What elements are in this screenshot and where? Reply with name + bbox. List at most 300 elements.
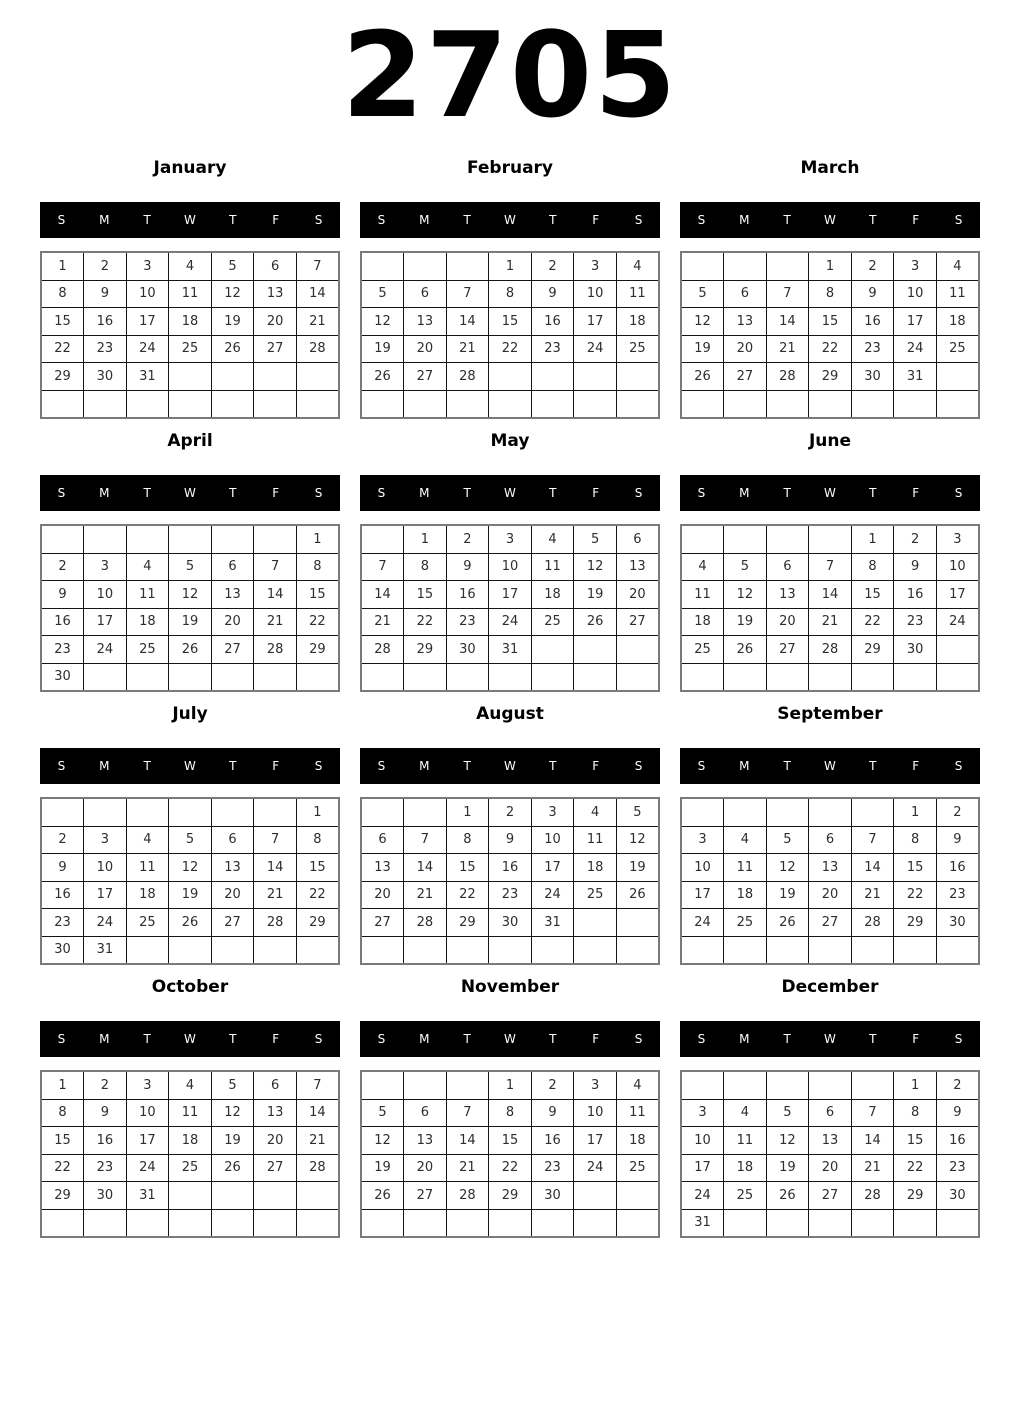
empty-day-cell [489, 363, 532, 391]
weekday-label: F [592, 1032, 600, 1046]
day-cell: 16 [489, 854, 532, 882]
day-cell: 26 [211, 1154, 254, 1182]
day-cell: 17 [681, 1154, 724, 1182]
weekday-header [680, 1021, 980, 1057]
day-cell: 16 [531, 308, 574, 336]
day-cell: 1 [851, 525, 894, 553]
day-cell: 6 [211, 826, 254, 854]
day-cell: 18 [936, 308, 979, 336]
week-row [681, 663, 979, 691]
day-cell: 10 [574, 1099, 617, 1127]
empty-day-cell [404, 1071, 447, 1099]
day-cell: 23 [41, 636, 84, 664]
day-cell: 21 [254, 881, 297, 909]
day-cell: 12 [616, 826, 659, 854]
weekday-label: S [697, 213, 706, 227]
day-cell: 7 [851, 1099, 894, 1127]
month-title: June [808, 431, 852, 451]
day-cell: 16 [41, 881, 84, 909]
weekday-label: S [57, 486, 66, 500]
empty-day-cell [169, 798, 212, 826]
day-cell: 29 [41, 363, 84, 391]
week-row [361, 608, 659, 636]
empty-day-cell [211, 1209, 254, 1237]
weekday-label: M [739, 1032, 750, 1046]
day-cell: 8 [489, 1099, 532, 1127]
empty-day-cell [404, 252, 447, 280]
empty-day-cell [936, 936, 979, 964]
week-row [41, 798, 339, 826]
weekday-label: T [143, 213, 151, 227]
weekday-label: T [463, 759, 471, 773]
day-cell: 24 [936, 608, 979, 636]
day-cell: 25 [616, 335, 659, 363]
day-cell: 17 [894, 308, 937, 336]
day-cell: 5 [169, 553, 212, 581]
empty-day-cell [254, 1182, 297, 1210]
empty-day-cell [766, 1071, 809, 1099]
weekday-label: T [783, 213, 791, 227]
day-cell: 11 [681, 581, 724, 609]
empty-day-cell [126, 390, 169, 418]
day-cell: 10 [574, 280, 617, 308]
day-cell: 10 [936, 553, 979, 581]
day-cell: 21 [404, 881, 447, 909]
week-row [681, 308, 979, 336]
day-cell: 22 [809, 335, 852, 363]
weekday-label: W [184, 759, 196, 773]
day-cell: 1 [404, 525, 447, 553]
empty-day-cell [361, 1071, 404, 1099]
day-cell: 3 [681, 1099, 724, 1127]
day-cell: 24 [894, 335, 937, 363]
day-cell: 8 [446, 826, 489, 854]
day-cell: 12 [724, 581, 767, 609]
day-cell: 13 [766, 581, 809, 609]
empty-day-cell [894, 390, 937, 418]
month-table [680, 251, 980, 419]
empty-day-cell [574, 636, 617, 664]
day-cell: 9 [851, 280, 894, 308]
day-cell: 14 [766, 308, 809, 336]
day-cell: 3 [126, 252, 169, 280]
day-cell: 8 [41, 280, 84, 308]
day-cell: 1 [41, 1071, 84, 1099]
day-cell: 12 [211, 1099, 254, 1127]
empty-day-cell [126, 798, 169, 826]
month-table [360, 797, 660, 965]
day-cell: 16 [531, 1127, 574, 1155]
week-row [681, 854, 979, 882]
day-cell: 25 [126, 909, 169, 937]
week-row [41, 1182, 339, 1210]
day-cell: 1 [489, 1071, 532, 1099]
day-cell: 15 [489, 1127, 532, 1155]
day-cell: 12 [361, 308, 404, 336]
weekday-label: M [419, 486, 430, 500]
day-cell: 3 [126, 1071, 169, 1099]
day-cell: 13 [616, 553, 659, 581]
day-cell: 24 [489, 608, 532, 636]
day-cell: 26 [574, 608, 617, 636]
empty-day-cell [936, 390, 979, 418]
day-cell: 22 [404, 608, 447, 636]
empty-day-cell [361, 798, 404, 826]
empty-day-cell [361, 1209, 404, 1237]
empty-day-cell [296, 1209, 339, 1237]
day-cell: 4 [126, 826, 169, 854]
week-row [361, 280, 659, 308]
week-row [681, 826, 979, 854]
day-cell: 14 [446, 308, 489, 336]
day-cell: 10 [531, 826, 574, 854]
day-cell: 8 [851, 553, 894, 581]
week-row [361, 854, 659, 882]
day-cell: 29 [489, 1182, 532, 1210]
day-cell: 13 [211, 854, 254, 882]
day-cell: 7 [809, 553, 852, 581]
day-cell: 23 [84, 1154, 127, 1182]
day-cell: 6 [404, 280, 447, 308]
weekday-label: W [824, 486, 836, 500]
day-cell: 15 [489, 308, 532, 336]
weekday-header [360, 202, 660, 238]
day-cell: 11 [574, 826, 617, 854]
weekday-header [360, 748, 660, 784]
week-row [41, 826, 339, 854]
empty-day-cell [254, 1209, 297, 1237]
day-cell: 22 [851, 608, 894, 636]
day-cell: 6 [809, 826, 852, 854]
empty-day-cell [894, 936, 937, 964]
day-cell: 23 [936, 881, 979, 909]
week-row [361, 581, 659, 609]
weekday-label: S [954, 213, 963, 227]
empty-day-cell [681, 936, 724, 964]
day-cell: 17 [531, 854, 574, 882]
empty-day-cell [574, 1209, 617, 1237]
day-cell: 4 [169, 252, 212, 280]
empty-day-cell [446, 1209, 489, 1237]
day-cell: 29 [809, 363, 852, 391]
weekday-label: T [463, 213, 471, 227]
day-cell: 27 [809, 1182, 852, 1210]
empty-day-cell [616, 909, 659, 937]
day-cell: 3 [489, 525, 532, 553]
day-cell: 30 [851, 363, 894, 391]
day-cell: 7 [361, 553, 404, 581]
day-cell: 21 [809, 608, 852, 636]
empty-day-cell [531, 363, 574, 391]
day-cell: 13 [809, 854, 852, 882]
day-cell: 13 [254, 1099, 297, 1127]
empty-day-cell [616, 636, 659, 664]
month-title: August [476, 704, 544, 724]
weekday-label: T [869, 1032, 877, 1046]
empty-day-cell [616, 663, 659, 691]
day-cell: 1 [296, 798, 339, 826]
empty-day-cell [851, 663, 894, 691]
week-row [681, 936, 979, 964]
day-cell: 28 [296, 1154, 339, 1182]
week-row [361, 1127, 659, 1155]
day-cell: 22 [41, 1154, 84, 1182]
day-cell: 8 [41, 1099, 84, 1127]
week-row [41, 909, 339, 937]
empty-day-cell [766, 1209, 809, 1237]
day-cell: 22 [894, 1154, 937, 1182]
day-cell: 27 [404, 363, 447, 391]
weekday-label: T [229, 213, 237, 227]
week-row [361, 1099, 659, 1127]
empty-day-cell [531, 936, 574, 964]
day-cell: 5 [724, 553, 767, 581]
weekday-header [40, 475, 340, 511]
week-row [41, 525, 339, 553]
day-cell: 30 [41, 936, 84, 964]
week-row [41, 608, 339, 636]
day-cell: 27 [724, 363, 767, 391]
week-row [41, 663, 339, 691]
empty-day-cell [169, 1182, 212, 1210]
empty-day-cell [254, 936, 297, 964]
day-cell: 26 [616, 881, 659, 909]
day-cell: 4 [936, 252, 979, 280]
day-cell: 7 [254, 553, 297, 581]
empty-day-cell [574, 1182, 617, 1210]
empty-day-cell [41, 798, 84, 826]
day-cell: 12 [766, 1127, 809, 1155]
month-block [40, 704, 340, 965]
day-cell: 16 [851, 308, 894, 336]
empty-day-cell [254, 363, 297, 391]
weekday-label: M [739, 213, 750, 227]
weekday-label: S [314, 486, 323, 500]
day-cell: 31 [681, 1209, 724, 1237]
week-row [41, 335, 339, 363]
day-cell: 20 [404, 1154, 447, 1182]
day-cell: 4 [574, 798, 617, 826]
day-cell: 16 [41, 608, 84, 636]
week-row [41, 363, 339, 391]
day-cell: 11 [936, 280, 979, 308]
empty-day-cell [41, 390, 84, 418]
day-cell: 23 [851, 335, 894, 363]
day-cell: 14 [851, 1127, 894, 1155]
weekday-label: T [143, 1032, 151, 1046]
week-row [681, 1099, 979, 1127]
day-cell: 20 [254, 308, 297, 336]
empty-day-cell [254, 798, 297, 826]
empty-day-cell [724, 798, 767, 826]
day-cell: 15 [446, 854, 489, 882]
week-row [681, 280, 979, 308]
empty-day-cell [41, 525, 84, 553]
empty-day-cell [296, 1182, 339, 1210]
weekday-label: T [783, 759, 791, 773]
day-cell: 7 [254, 826, 297, 854]
day-cell: 26 [211, 335, 254, 363]
week-row [361, 252, 659, 280]
day-cell: 7 [446, 280, 489, 308]
empty-day-cell [766, 798, 809, 826]
weekday-label: W [184, 486, 196, 500]
empty-day-cell [404, 936, 447, 964]
day-cell: 25 [169, 335, 212, 363]
day-cell: 5 [766, 826, 809, 854]
week-row [681, 335, 979, 363]
day-cell: 12 [574, 553, 617, 581]
day-cell: 26 [766, 1182, 809, 1210]
week-row [41, 1127, 339, 1155]
empty-day-cell [681, 252, 724, 280]
week-row [41, 1099, 339, 1127]
weekday-label: W [824, 1032, 836, 1046]
day-cell: 5 [616, 798, 659, 826]
week-row [681, 525, 979, 553]
empty-day-cell [894, 1209, 937, 1237]
week-row [681, 1127, 979, 1155]
weekday-label: M [419, 1032, 430, 1046]
weekday-label: S [57, 759, 66, 773]
empty-day-cell [84, 663, 127, 691]
weekday-label: M [739, 486, 750, 500]
day-cell: 21 [254, 608, 297, 636]
day-cell: 17 [936, 581, 979, 609]
weekday-label: S [634, 759, 643, 773]
weekday-label: F [272, 759, 280, 773]
day-cell: 4 [531, 525, 574, 553]
day-cell: 8 [894, 826, 937, 854]
day-cell: 10 [681, 854, 724, 882]
weekday-label: S [377, 1032, 386, 1046]
month-title: December [781, 977, 879, 997]
week-row [361, 1182, 659, 1210]
day-cell: 9 [41, 581, 84, 609]
month-title: October [151, 977, 229, 997]
weekday-label: S [697, 1032, 706, 1046]
day-cell: 14 [404, 854, 447, 882]
day-cell: 24 [681, 1182, 724, 1210]
year-title: 2705 [341, 6, 679, 144]
week-row [681, 581, 979, 609]
day-cell: 10 [489, 553, 532, 581]
day-cell: 31 [894, 363, 937, 391]
empty-day-cell [851, 390, 894, 418]
day-cell: 1 [809, 252, 852, 280]
day-cell: 30 [531, 1182, 574, 1210]
empty-day-cell [361, 390, 404, 418]
empty-day-cell [766, 390, 809, 418]
weekday-label: S [314, 759, 323, 773]
day-cell: 15 [41, 1127, 84, 1155]
weekday-label: W [184, 213, 196, 227]
week-row [41, 308, 339, 336]
day-cell: 18 [724, 1154, 767, 1182]
empty-day-cell [489, 936, 532, 964]
day-cell: 9 [446, 553, 489, 581]
day-cell: 28 [404, 909, 447, 937]
day-cell: 19 [724, 608, 767, 636]
day-cell: 18 [126, 608, 169, 636]
month-table [360, 1070, 660, 1238]
weekday-label: T [229, 1032, 237, 1046]
day-cell: 13 [724, 308, 767, 336]
day-cell: 14 [446, 1127, 489, 1155]
day-cell: 24 [531, 881, 574, 909]
day-cell: 13 [404, 1127, 447, 1155]
day-cell: 11 [616, 280, 659, 308]
day-cell: 21 [296, 308, 339, 336]
weekday-label: F [912, 486, 920, 500]
day-cell: 4 [169, 1071, 212, 1099]
day-cell: 5 [211, 252, 254, 280]
empty-day-cell [724, 663, 767, 691]
day-cell: 11 [531, 553, 574, 581]
empty-day-cell [809, 798, 852, 826]
empty-day-cell [404, 390, 447, 418]
day-cell: 4 [126, 553, 169, 581]
day-cell: 9 [936, 826, 979, 854]
weekday-label: W [504, 759, 516, 773]
empty-day-cell [894, 663, 937, 691]
month-block [680, 158, 980, 419]
day-cell: 12 [681, 308, 724, 336]
day-cell: 18 [616, 1127, 659, 1155]
weekday-header [680, 475, 980, 511]
day-cell: 20 [361, 881, 404, 909]
day-cell: 22 [41, 335, 84, 363]
day-cell: 11 [169, 1099, 212, 1127]
day-cell: 29 [296, 636, 339, 664]
empty-day-cell [616, 1209, 659, 1237]
weekday-label: S [954, 1032, 963, 1046]
empty-day-cell [404, 798, 447, 826]
day-cell: 28 [446, 363, 489, 391]
week-row [41, 581, 339, 609]
week-row [361, 1154, 659, 1182]
day-cell: 11 [724, 854, 767, 882]
day-cell: 19 [169, 608, 212, 636]
day-cell: 19 [766, 881, 809, 909]
day-cell: 4 [616, 1071, 659, 1099]
empty-day-cell [724, 525, 767, 553]
month-title: September [777, 704, 883, 724]
day-cell: 26 [169, 636, 212, 664]
week-row [361, 636, 659, 664]
day-cell: 27 [766, 636, 809, 664]
weekday-label: M [99, 759, 110, 773]
day-cell: 2 [489, 798, 532, 826]
day-cell: 25 [169, 1154, 212, 1182]
empty-day-cell [84, 525, 127, 553]
weekday-label: M [99, 213, 110, 227]
day-cell: 10 [84, 581, 127, 609]
day-cell: 16 [936, 1127, 979, 1155]
empty-day-cell [84, 390, 127, 418]
weekday-label: T [783, 486, 791, 500]
week-row [681, 1154, 979, 1182]
day-cell: 5 [766, 1099, 809, 1127]
empty-day-cell [404, 663, 447, 691]
empty-day-cell [851, 798, 894, 826]
day-cell: 26 [169, 909, 212, 937]
day-cell: 11 [616, 1099, 659, 1127]
weekday-label: S [377, 759, 386, 773]
day-cell: 28 [851, 909, 894, 937]
day-cell: 21 [851, 1154, 894, 1182]
week-row [361, 553, 659, 581]
